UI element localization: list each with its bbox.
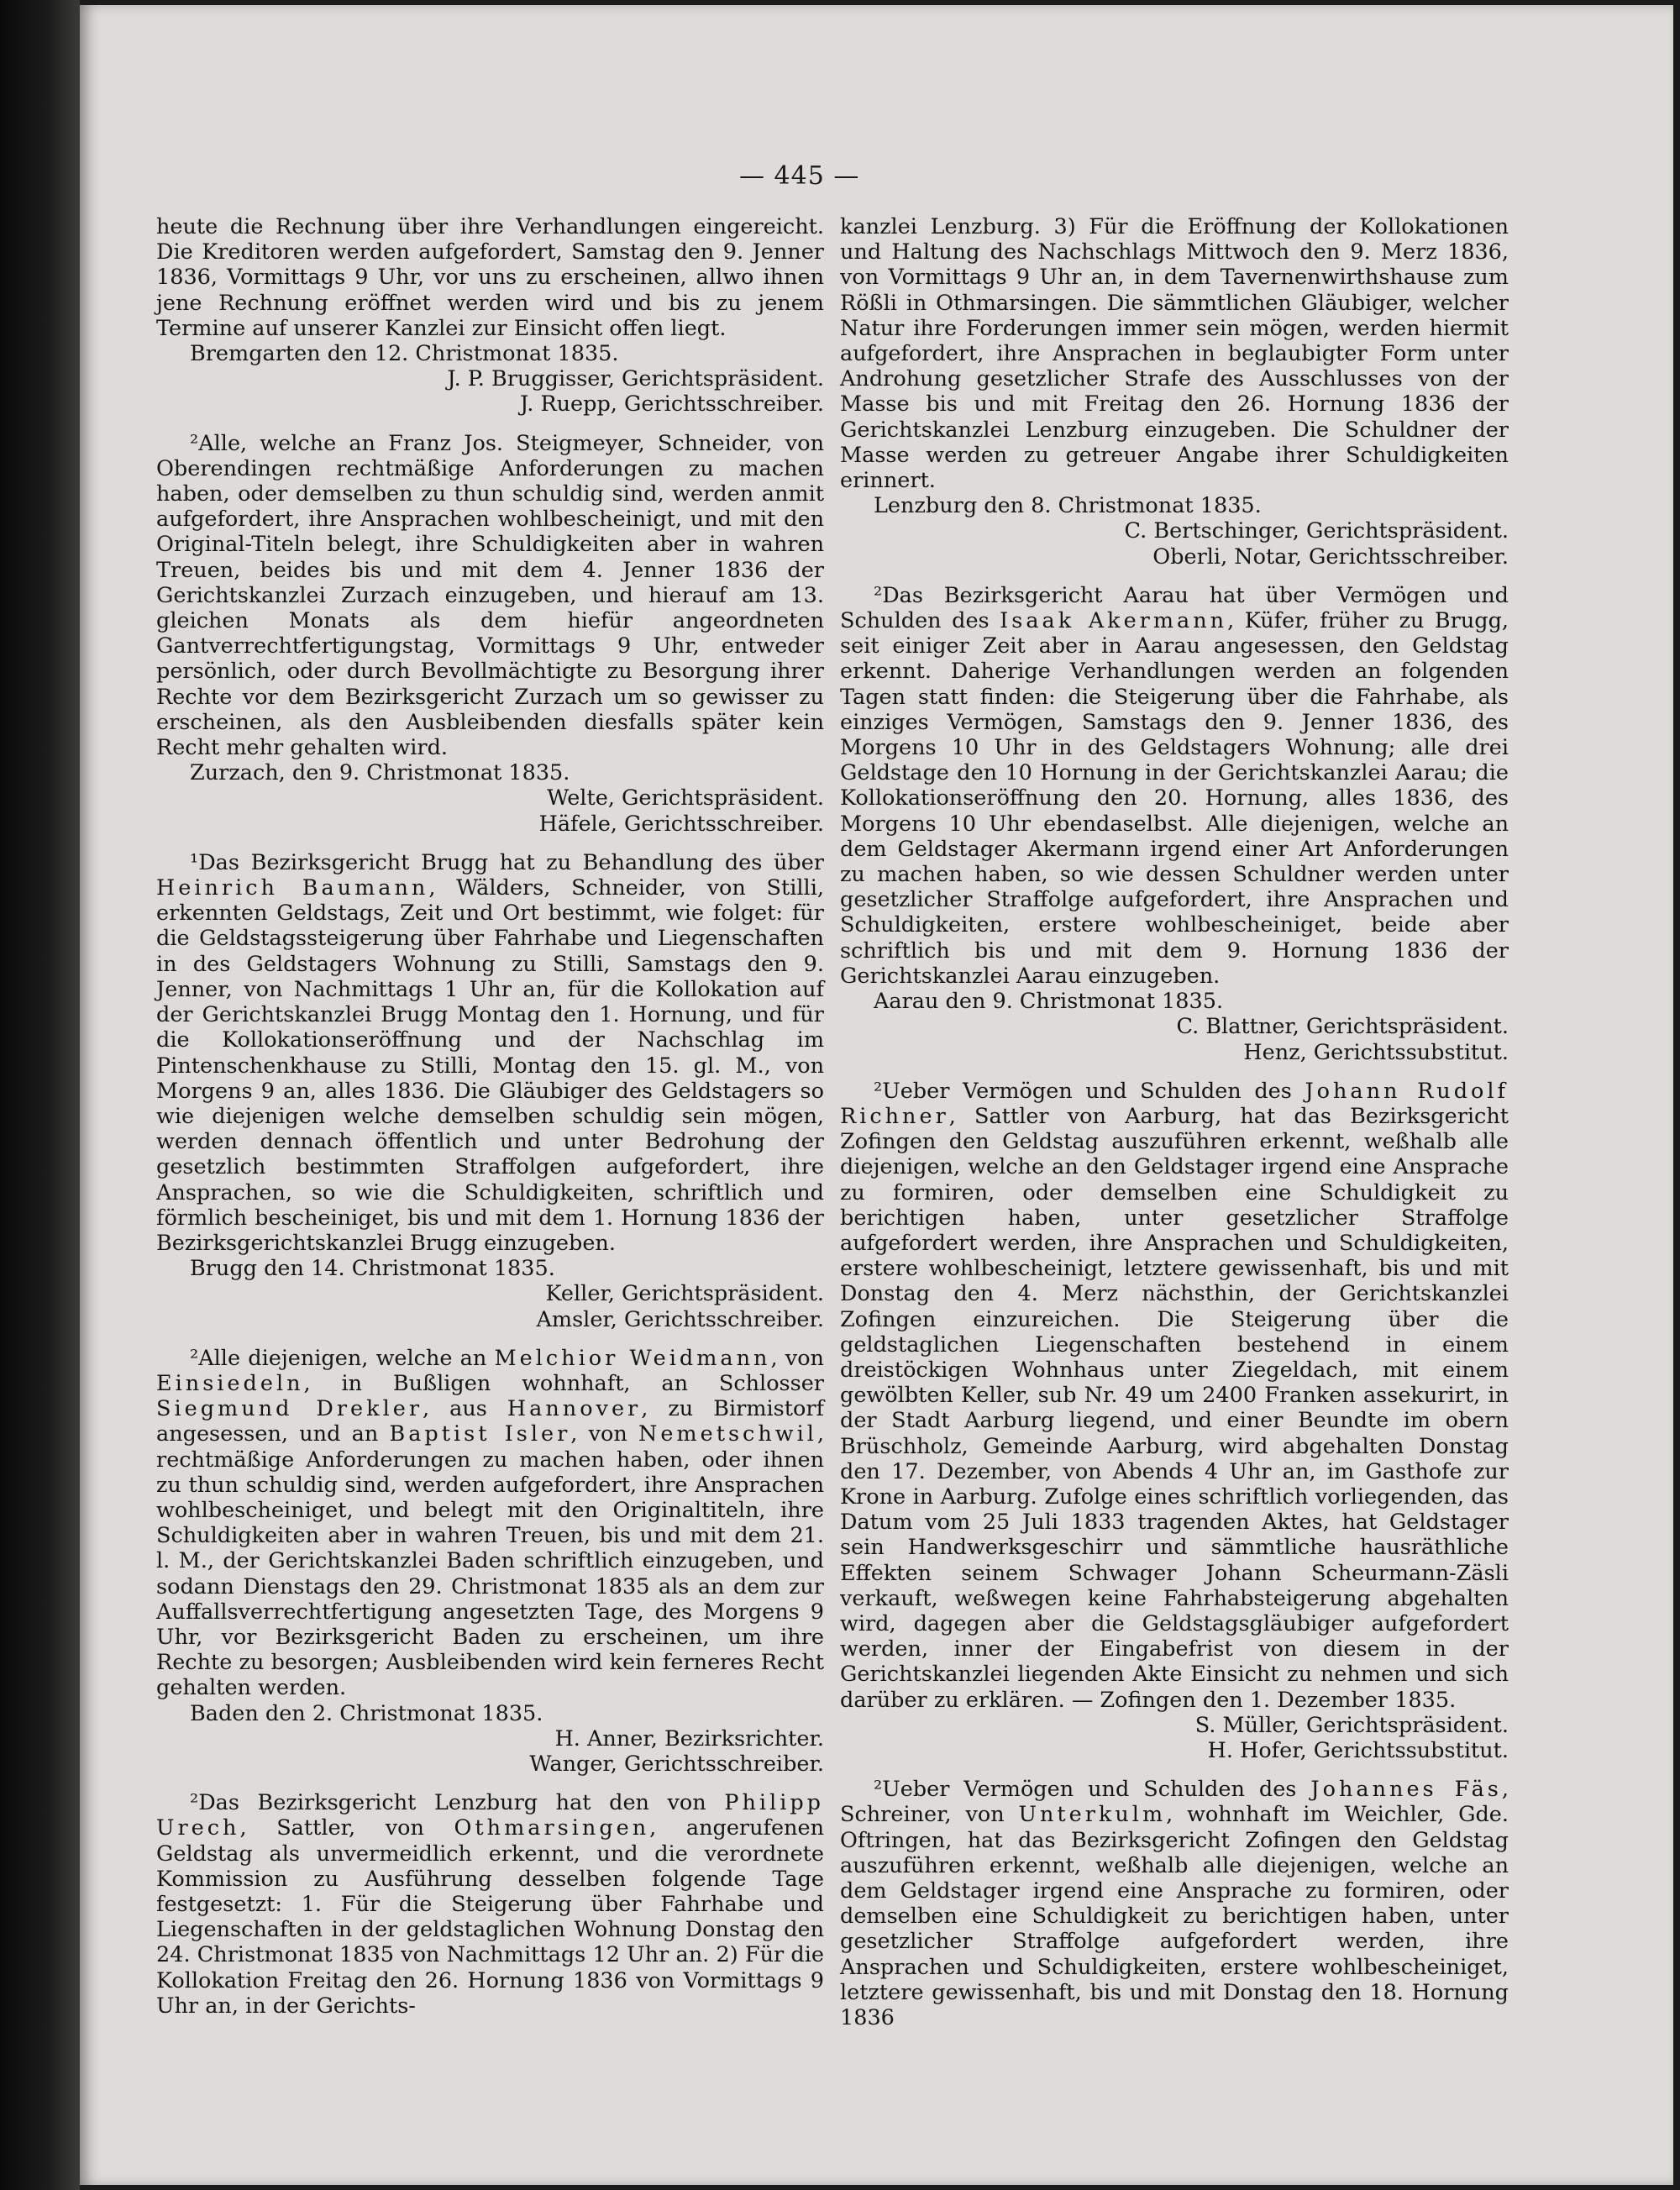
signature-clerk: Wanger, Gerichtsschreiber. [529,1751,824,1777]
notice-zurzach [156,431,824,837]
debtor-name: Heinrich Baumann [156,875,429,901]
page-number: — 445 — [739,161,860,191]
right-column [840,214,1509,2030]
debtor-name: Siegmund Drekler [156,1396,423,1422]
scan-border-right [1673,0,1680,2190]
notice-bremgarten [156,214,824,418]
notice-text: ²Alle diejenigen, welche an Melchior Weidmann, von Einsiedeln, in Bußligen wohnhaft, an Schlosser Siegmund Drekler, aus Hannover, zu Birmistorf angesessen, und an Baptist Isler, von Nemetschwil, rechtmäßige Anforderungen zu machen haben, oder ihnen zu thun schuldig sind, werden aufgefordert, ihre Ansprachen wohlbescheiniget, und belegt mit den Originaltiteln, ihre Schuldigkeiten aber in wahren Treuen, bis und mit dem 21. l. M., der Gerichtskanzlei Baden schriftlich einzugeben, und sodann Dienstags den 29. Christmonat 1835 als an dem zur Auffallsverrechtfertigung angesetzten Tage, des Morgens 9 Uhr, vor Bezirksgericht Baden zu erscheinen, um ihre Rechte zu besorgen; Ausbleibenden wird kein ferneres Recht gehalten werden. [156,1345,824,1701]
signature-clerk: H. Hofer, Gerichtssubstitut. [1207,1737,1509,1763]
notice-text: ²Ueber Vermögen und Schulden des Johannes Fäs, Schreiner, von Unterkulm, wohnhaft im Weichler, Gde. Oftringen, hat das Bezirksgericht Zofingen den Geldstag auszuführen erkennt, weßhalb alle diejenigen, welche an dem Geldstager irgend eine Ansprache zu formiren, oder demselben eine Schuldigkeit zu berichtigen haben, unter gesetzlicher Straffolge aufgefordert werden, ihre Ansprachen und Schuldigkeiten, erstere wohlbescheiniget, letztere gewissenhaft, bis und mit Donstag den 18. Hornung 1836 [840,1777,1509,2031]
debtor-name: Melchior Weidmann [494,1345,771,1371]
signature-president: Welte, Gerichtspräsident. [547,785,824,811]
notice-text: ²Das Bezirksgericht Lenzburg hat den von Philipp Urech, Sattler, von Othmarsingen, angerufenen Geldstag als unvermeidlich erkennt, und die verordnete Kommission zu Ausführung desselben folgende Tage festgesetzt: 1. Für die Steigerung über Fahrhabe und Liegenschaften in der geldstaglichen Wohnung Donstag den 24. Christmonat 1835 von Nachmittags 12 Uhr an. 2) Für die Kollokation Freitag den 26. Hornung 1836 von Vormittags 9 Uhr an, in der Gerichts- [156,1790,824,2019]
place-name: Unterkulm [1018,1802,1167,1828]
place-name: Einsiedeln [156,1370,304,1396]
signature-clerk: J. Ruepp, Gerichtsschreiber. [519,391,824,418]
notice-text: ²Ueber Vermögen und Schulden des Johann Rudolf Richner, Sattler von Aarburg, hat das Bezirksgericht Zofingen den Geldstag auszuführen erkennt, weßhalb alle diejenigen, welche an den Geldstager irgend eine Ansprache zu formiren, oder demselben eine Schuldigkeit zu berichtigen haben, unter gesetzlicher Straffolge aufgefordert werden, ihre Ansprachen und Schuldigkeiten, erstere wohlbescheinigt, letztere gewissenhaft, bis und mit Donstag den 4. Merz nächsthin, der Gerichtskanzlei Zofingen einzureichen. Die Steigerung über die geldstaglichen Liegenschaften bestehend in einem dreistöckigen Wohnhaus unter Ziegeldach, mit einem gewölbten Keller, sub Nr. 49 um 2400 Franken assekurirt, in der Stadt Aarburg liegend, und einer Beundte im obern Brüschholz, Gemeinde Aarburg, wird abgehalten Donstag den 17. Dezember, von Abends 4 Uhr an, im Gasthofe zur Krone in Aarburg. Zufolge eines schriftlich vorliegenden, das Datum vom 25 Juli 1833 tragenden Aktes, hat Geldstager sein Handwerksgeschirr und sämmtliche hausräthliche Effekten seinem Schwager Johann Scheurmann-Zäsli verkauft, weßwegen keine Fahrhabsteigerung abgehalten wird, dagegen aber die Geldstagsgläubiger aufgefordert werden, inner der Eingabefrist von diesem in der Gerichtskanzlei liegenden Akte Einsicht zu nehmen und sich darüber zu erklären. — Zofingen den 1. Dezember 1835. [840,1078,1509,1713]
place-name: Hannover [507,1396,642,1422]
signature-clerk: Amsler, Gerichtsschreiber. [536,1306,824,1332]
notice-zofingen-richner [840,1079,1509,1763]
place-name: Othmarsingen [454,1815,650,1841]
notice-aarau [840,583,1509,1065]
notice-place-date: Lenzburg den 8. Christmonat 1835. [874,493,1262,519]
notice-place-date: Brugg den 14. Christmonat 1835. [190,1256,555,1282]
debtor-name: Isaak Akermann [1000,608,1228,634]
signature-judge: H. Anner, Bezirksrichter. [554,1725,824,1751]
notice-zofingen-faes [840,1777,1509,2030]
notice-text: kanzlei Lenzburg. 3) Für die Eröffnung der Kollokationen und Haltung des Nachschlags Mittwoch den 9. Merz 1836, von Vormittags 9 Uhr an, in dem Tavernenwirthshause zum Rößli in Othmarsingen. Die sämmtlichen Gläubiger, welcher Natur ihre Forderungen immer sein mögen, werden hiermit aufgefordert, ihre Ansprachen in beglaubigter Form unter Androhung gesetzlicher Strafe des Ausschlusses von der Masse bis und mit Freitag den 26. Hornung 1836 der Gerichtskanzlei Lenzburg einzugeben. Die Schuldner der Masse werden zu getreuer Angabe ihrer Schuldigkeiten erinnert. [840,214,1509,494]
signature-clerk: Häfele, Gerichtsschreiber. [538,811,824,837]
debtor-name: Johannes Fäs [1310,1777,1502,1803]
notice-text: ²Das Bezirksgericht Aarau hat über Vermögen und Schulden des Isaak Akermann, Küfer, früher zu Brugg, seit einiger Zeit aber in Aarau angesessen, den Geldstag erkennt. Daherige Verhandlungen werden an folgenden Tagen statt finden: die Steigerung über die Fahrhabe, als einziges Vermögen, Samstags den 9. Jenner 1836, des Morgens 10 Uhr in des Geldstagers Wohnung; alle drei Geldstage den 10 Hornung in der Gerichtskanzlei Aarau; die Kollokationseröffnung den 20. Hornung, alles 1836, des Morgens 10 Uhr ebendaselbst. Alle diejenigen, welche an dem Geldstager Akermann irgend einer Art Anforderungen zu machen haben, so wie dessen Schuldner werden unter gesetzlicher Straffolge aufgefordert, ihre Ansprachen und Schuldigkeiten, erstere wohlbescheiniget, beide aber schriftlich bis und mit dem 9. Hornung 1836 der Gerichtskanzlei Aarau einzugeben. [840,582,1509,989]
place-name: Nemetschwil [638,1421,817,1447]
notice-text: heute die Rechnung über ihre Verhandlungen eingereicht. Die Kreditoren werden aufgefordert, Samstag den 9. Jenner 1836, Vormittags 9 Uhr, vor uns zu erscheinen, allwo ihnen jene Rechnung eröffnet werden wird und bis zu jenem Termine auf unserer Kanzlei zur Einsicht offen liegt. [156,214,824,341]
notice-place-date: Zurzach, den 9. Christmonat 1835. [190,760,570,786]
notice-place-date: Baden den 2. Christmonat 1835. [190,1700,543,1726]
signature-clerk: Oberli, Notar, Gerichtsschreiber. [1152,544,1509,570]
debtor-name: Baptist Isler [389,1421,571,1447]
notice-place-date: Bremgarten den 12. Christmonat 1835. [190,341,619,367]
debtor-name: Johann Rudolf Richner [840,1078,1509,1129]
notice-place-date: Aarau den 9. Christmonat 1835. [874,989,1224,1015]
notice-lenzburg [156,1790,824,2019]
notice-lenzburg-continued [840,214,1509,570]
notice-text: ¹Das Bezirksgericht Brugg hat zu Behandlung des über Heinrich Baumann, Wälders, Schneider, von Stilli, erkennten Geldstags, Zeit und Ort bestimmt, wie folget: für die Geldstagssteigerung über Fahrhabe und Liegenschaften in des Geldstagers Wohnung zu Stilli, Samstags den 9. Jenner, von Nachmittags 1 Uhr an, für die Kollokation auf der Gerichtskanzlei Brugg Montag den 1. Hornung, und für die Kollokationseröffnung und der Nachschlag im Pintenschenkhause zu Stilli, Montag den 15. gl. M., von Morgens 9 an, alles 1836. Die Gläubiger des Geldstagers so wie diejenigen welche demselben schuldig sein mögen, werden dennach öffentlich und unter Bedrohung der gesetzlich bestimmten Straffolgen aufgefordert, ihre Ansprachen, so wie die Schuldigkeiten, schriftlich und förmlich bescheiniget, bis und mit dem 1. Hornung 1836 der Bezirksgerichtskanzlei Brugg einzugeben. [156,849,824,1256]
notice-baden [156,1346,824,1777]
scan-border-bottom [80,2185,1680,2190]
book-binding [0,0,80,2190]
signature-president: Keller, Gerichtspräsident. [545,1281,824,1307]
notice-text: ²Alle, welche an Franz Jos. Steigmeyer, Schneider, von Oberendingen rechtmäßige Anforderungen zu machen haben, oder demselben zu thun schuldig sind, werden anmit aufgefordert, ihre Ansprachen wohlbescheinigt, und mit den Original-Titeln belegt, ihre Schuldigkeiten aber in wahren Treuen, beides bis und mit dem 4. Jenner 1836 der Gerichtskanzlei Zurzach einzugeben, und hierauf am 13. gleichen Monats als dem hiefür angeordneten Gantverrechtfertigungstag, Vormittags 9 Uhr, entweder persönlich, oder durch Bevollmächtigte zu Besorgung ihrer Rechte vor dem Bezirksgericht Zurzach um so gewisser zu erscheinen, als den Ausbleibenden diesfalls später kein Recht mehr gehalten wird. [156,430,824,761]
notice-brugg [156,850,824,1332]
left-column [156,214,824,2019]
debtor-name: Philipp Urech [156,1790,824,1841]
signature-president: C. Bertschinger, Gerichtspräsident. [1124,518,1509,544]
signature-clerk: Henz, Gerichtssubstitut. [1243,1039,1509,1065]
scan-border-top [80,0,1680,5]
signature-president: S. Müller, Gerichtspräsident. [1194,1712,1509,1738]
signature-president: J. P. Bruggisser, Gerichtspräsident. [447,366,824,392]
signature-president: C. Blattner, Gerichtspräsident. [1176,1014,1509,1040]
